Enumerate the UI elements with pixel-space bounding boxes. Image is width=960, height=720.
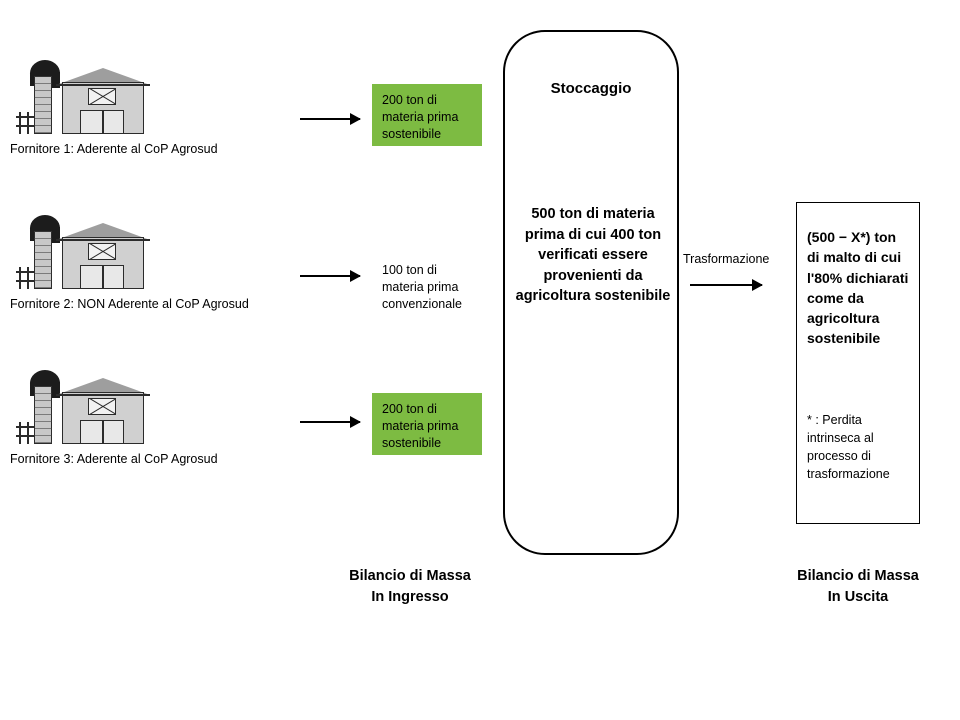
storage-container [503, 30, 679, 555]
farm-icon [16, 215, 166, 293]
input-flow-text-1: 200 ton di materia prima sostenibile [382, 93, 459, 141]
barn-window-icon [88, 88, 116, 105]
mass-balance-input-label: Bilancio di Massa In Ingresso [349, 568, 471, 606]
transformation-label: Trasformazione [683, 252, 770, 266]
storage-body-text: 500 ton di materia prima di cui 400 ton verificati essere provenienti da agricoltura sostenibile [515, 206, 671, 305]
silo-ribs-icon [34, 76, 52, 134]
output-note-text: * : Perdita intrinseca al processo di trasformazione [807, 413, 890, 482]
storage-title: Stoccaggio [550, 80, 632, 97]
supplier-label-2: Fornitore 2: NON Aderente al CoP Agrosud [10, 297, 249, 311]
supplier-group-3 [10, 370, 310, 466]
input-flow-text-2: 100 ton di materia prima convenzionale [382, 263, 462, 311]
barn-roof-edge-icon [56, 84, 150, 86]
barn-roof-edge-icon [56, 239, 150, 241]
barn-door-split-icon [102, 420, 104, 444]
output-main-text: (500 − X*) ton di malto di cui l'80% dichiarati come da agricoltura sostenibile [807, 229, 909, 347]
flow-arrow-3 [300, 416, 360, 428]
barn-door-split-icon [102, 265, 104, 289]
barn-roof-edge-icon [56, 394, 150, 396]
supplier-group-2 [10, 215, 310, 311]
input-flow-box-2 [372, 254, 487, 316]
silo-ribs-icon [34, 231, 52, 289]
barn-door-split-icon [102, 110, 104, 134]
output-box [796, 202, 920, 524]
input-flow-text-3: 200 ton di materia prima sostenibile [382, 402, 459, 450]
input-flow-box-3 [372, 393, 482, 455]
farm-icon [16, 60, 166, 138]
flow-arrow-2 [300, 270, 360, 282]
input-flow-box-1 [372, 84, 482, 146]
transformation-arrow [690, 279, 762, 291]
supplier-label-1: Fornitore 1: Aderente al CoP Agrosud [10, 142, 218, 156]
farm-icon [16, 370, 166, 448]
barn-window-icon [88, 398, 116, 415]
barn-window-icon [88, 243, 116, 260]
silo-ribs-icon [34, 386, 52, 444]
supplier-label-3: Fornitore 3: Aderente al CoP Agrosud [10, 452, 218, 466]
flow-arrow-1 [300, 113, 360, 125]
mass-balance-output-label: Bilancio di Massa In Uscita [797, 568, 919, 606]
supplier-group-1 [10, 60, 310, 156]
